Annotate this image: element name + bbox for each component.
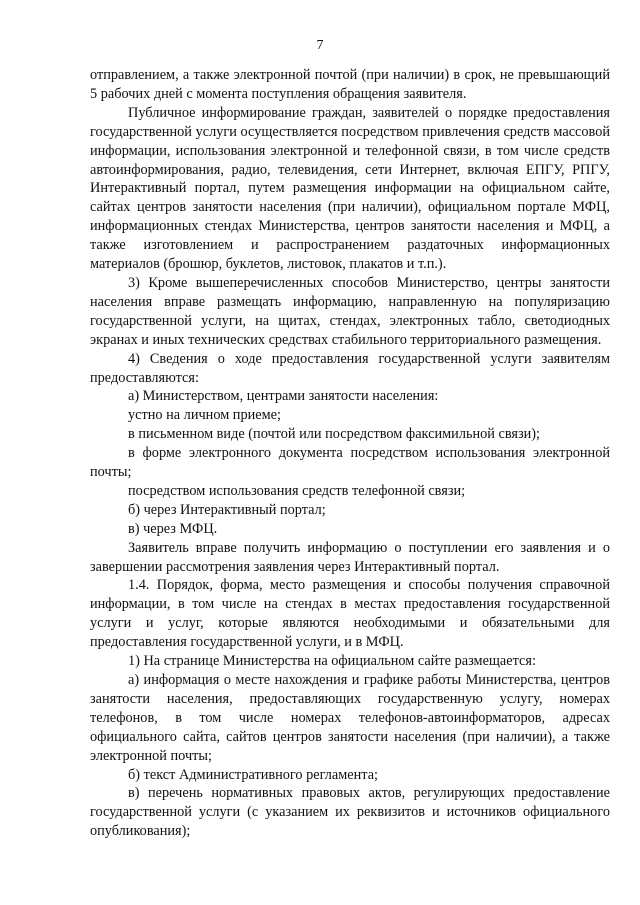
list-item: в) перечень нормативных правовых актов, регулирующих предоставление государственной услуги (с указанием их реквизитов и источников официального опубликования); bbox=[90, 785, 610, 840]
paragraph: отправлением, а также электронной почтой (при наличии) в срок, не превышающий 5 рабочих дней с момента поступления обращения заявителя. bbox=[90, 67, 610, 102]
list-item: устно на личном приеме; bbox=[128, 407, 281, 424]
page-number: 7 bbox=[316, 38, 324, 53]
paragraph: 4) Сведения о ходе предоставления государственной услуги заявителям предоставляются: bbox=[90, 350, 610, 386]
list-item: а) информация о месте нахождения и графике работы Министерства, центров занятости населения, предоставляющих государственную услугу, номерах телефонов, в том числе номерах телефонов-автоинформаторов, адресах официального сайта, сайтов центров занятости населения (при наличии), а также электронной почты; bbox=[90, 672, 610, 764]
paragraph: 3) Кроме вышеперечисленных способов Министерство, центры занятости населения вправе размещать информацию, направленную на популяризацию государственной услуги, на щитах, стендах, электронных табло, светодиодных экранах и иных технических средствах стабильного территориального размещения. bbox=[90, 274, 610, 348]
list-item: в письменном виде (почтой или посредством факсимильной связи); bbox=[128, 426, 541, 443]
paragraph: 1) На странице Министерства на официальном сайте размещается: bbox=[128, 653, 536, 670]
list-item: б) через Интерактивный портал; bbox=[128, 501, 326, 518]
document-body bbox=[90, 66, 610, 841]
list-item: б) текст Административного регламента; bbox=[128, 766, 379, 783]
paragraph: Публичное информирование граждан, заявителей о порядке предоставления государственной услуги осуществляется посредством привлечения средств массовой информации, использования электронной и телефонной связи, в том числе средств автоинформирования, радио, телевидения, сети Интернет, включая ЕПГУ, РПГУ, Интерактивный портал, путем размещения информации на официальном сайте, сайтах центров занятости населения (при наличии), официальном портале МФЦ, информационных стендах Министерства, центров занятости населения и МФЦ, а также изготовлением и распространением раздаточных информационных материалов (брошюр, буклетов, листовок, плакатов и т.п.). bbox=[90, 104, 610, 273]
section-paragraph: 1.4. Порядок, форма, место размещения и способы получения справочной информации, в том числе на стендах в местах предоставления государственной услуги и услуг, которые являются необходимыми и обязательными для предоставления государственной услуги, и в МФЦ. bbox=[90, 577, 610, 651]
list-item: посредством использования средств телефонной связи; bbox=[128, 482, 466, 499]
list-item: в форме электронного документа посредством использования электронной почты; bbox=[90, 445, 610, 481]
list-item: а) Министерством, центрами занятости населения: bbox=[128, 388, 439, 405]
paragraph: Заявитель вправе получить информацию о поступлении его заявления и о завершении рассмотрения заявления через Интерактивный портал. bbox=[90, 539, 610, 575]
list-item: в) через МФЦ. bbox=[128, 520, 218, 537]
